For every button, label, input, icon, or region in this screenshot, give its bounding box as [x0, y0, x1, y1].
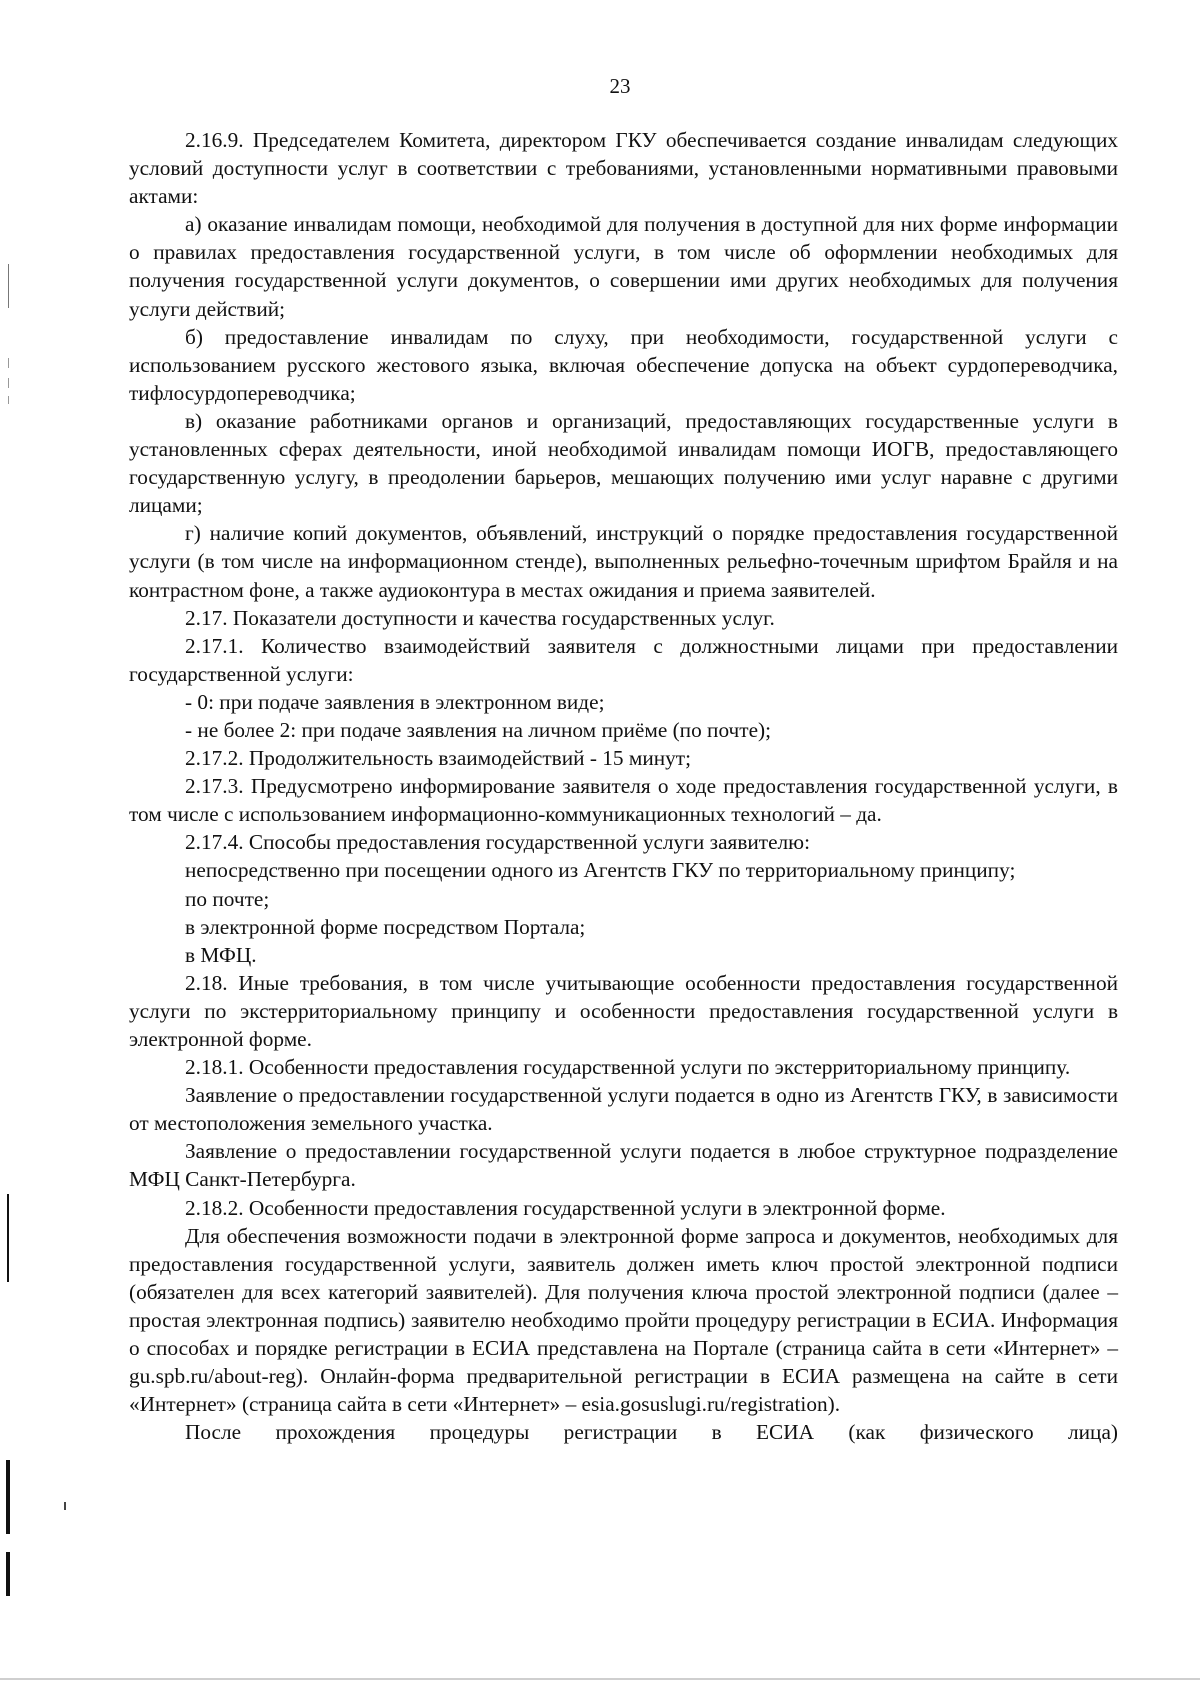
scan-artifact-mark: [8, 378, 9, 388]
scan-artifact-mark: [8, 358, 9, 368]
paragraph-item-v: в) оказание работниками органов и организаций, предоставляющих государственные услуги в установленных сферах деятельности, иной необходимой инвалидам помощи ИОГВ, предоставляющего государственную услугу, в преодолении барьеров, мешающих получению ими услуг наравне с другими лицами;: [129, 408, 1118, 518]
paragraph-item-b: б) предоставление инвалидам по слуху, при необходимости, государственной услуги с использованием русского жестового языка, включая обеспечение допуска на объект сурдопереводчика, тифлосурдопереводчика;: [129, 324, 1118, 405]
method-portal: в электронной форме посредством Портала;: [185, 914, 586, 939]
list-item-zero-interactions: - 0: при подаче заявления в электронном виде;: [185, 689, 605, 714]
method-by-mail: по почте;: [185, 886, 270, 911]
scan-artifact-mark: [6, 1460, 10, 1534]
paragraph-2-18-1: 2.18.1. Особенности предоставления государственной услуги по экстерриториальному принципу.: [185, 1055, 1071, 1080]
scan-artifact-mark: [8, 264, 9, 308]
paragraph-2-17-2: 2.17.2. Продолжительность взаимодействий - 15 минут;: [185, 746, 691, 771]
page-number: 23: [609, 74, 631, 98]
list-item-max-two-interactions: - не более 2: при подаче заявления на личном приёме (по почте);: [185, 717, 772, 742]
paragraph-2-18-2: 2.18.2. Особенности предоставления государственной услуги в электронной форме.: [185, 1195, 946, 1220]
document-body: [129, 126, 1118, 1446]
method-mfc: в МФЦ.: [185, 942, 257, 967]
paragraph-item-g: г) наличие копий документов, объявлений, инструкций о порядке предоставления государственной услуги (в том числе на информационном стенде), выполненных рельефно-точечным шрифтом Брайля и на контрастном фоне, а также аудиоконтура в местах ожидания и приема заявителей.: [129, 521, 1118, 602]
scan-artifact-mark: [8, 396, 9, 404]
paragraph-2-18: 2.18. Иные требования, в том числе учитывающие особенности предоставления государственной услуги по экстерриториальному принципу и особенности предоставления государственной услуги в электронной форме.: [129, 970, 1118, 1051]
method-in-person: непосредственно при посещении одного из Агентств ГКУ по территориальному принципу;: [185, 858, 1016, 883]
paragraph-2-17: 2.17. Показатели доступности и качества государственных услуг.: [185, 605, 775, 630]
paragraph-agency-submission: Заявление о предоставлении государственной услуги подается в одно из Агентств ГКУ, в зависимости от местоположения земельного участка.: [129, 1083, 1118, 1136]
scan-artifact-mark: [7, 1194, 9, 1282]
scan-artifact-mark: [64, 1502, 66, 1510]
paragraph-after-registration: После прохождения процедуры регистрации в ЕСИА (как физического лица): [185, 1420, 1118, 1445]
paragraph-2-17-3: 2.17.3. Предусмотрено информирование заявителя о ходе предоставления государственной услуги, в том числе с использованием информационно-коммуникационных технологий – да.: [129, 774, 1118, 827]
scan-edge-line: [0, 1678, 1200, 1680]
paragraph-item-a: а) оказание инвалидам помощи, необходимой для получения в доступной для них форме информации о правилах предоставления государственной услуги, в том числе об оформлении необходимых для получения государственной услуги документов, о совершении ими других необходимых для получения услуги действий;: [129, 212, 1118, 321]
paragraph-2-17-4: 2.17.4. Способы предоставления государственной услуги заявителю:: [185, 830, 810, 855]
paragraph-2-16-9: 2.16.9. Председателем Комитета, директором ГКУ обеспечивается создание инвалидам следующих условий доступности услуг в соответствии с требованиями, установленными нормативными правовыми актами:: [129, 128, 1118, 209]
scan-artifact-mark: [6, 1552, 10, 1596]
paragraph-electronic-signature: Для обеспечения возможности подачи в электронной форме запроса и документов, необходимых для предоставления государственной услуги, заявитель должен иметь ключ простой электронной подписи (обязателен для всех категорий заявителей). Для получения ключа простой электронной подписи (далее – простая электронная подпись) заявителю необходимо пройти процедуру регистрации в ЕСИА. Информация о способах и порядке регистрации в ЕСИА представлена на Портале (страница сайта в сети «Интернет» – gu.spb.ru/about-reg). Онлайн-форма предварительной регистрации в ЕСИА размещена на сайте в сети «Интернет» (страница сайта в сети «Интернет» – esia.gosuslugi.ru/registration).: [129, 1223, 1118, 1417]
paragraph-2-17-1: 2.17.1. Количество взаимодействий заявителя с должностными лицами при предоставлении государственной услуги:: [129, 633, 1118, 686]
paragraph-mfc-submission: Заявление о предоставлении государственной услуги подается в любое структурное подразделение МФЦ Санкт-Петербурга.: [129, 1139, 1118, 1192]
